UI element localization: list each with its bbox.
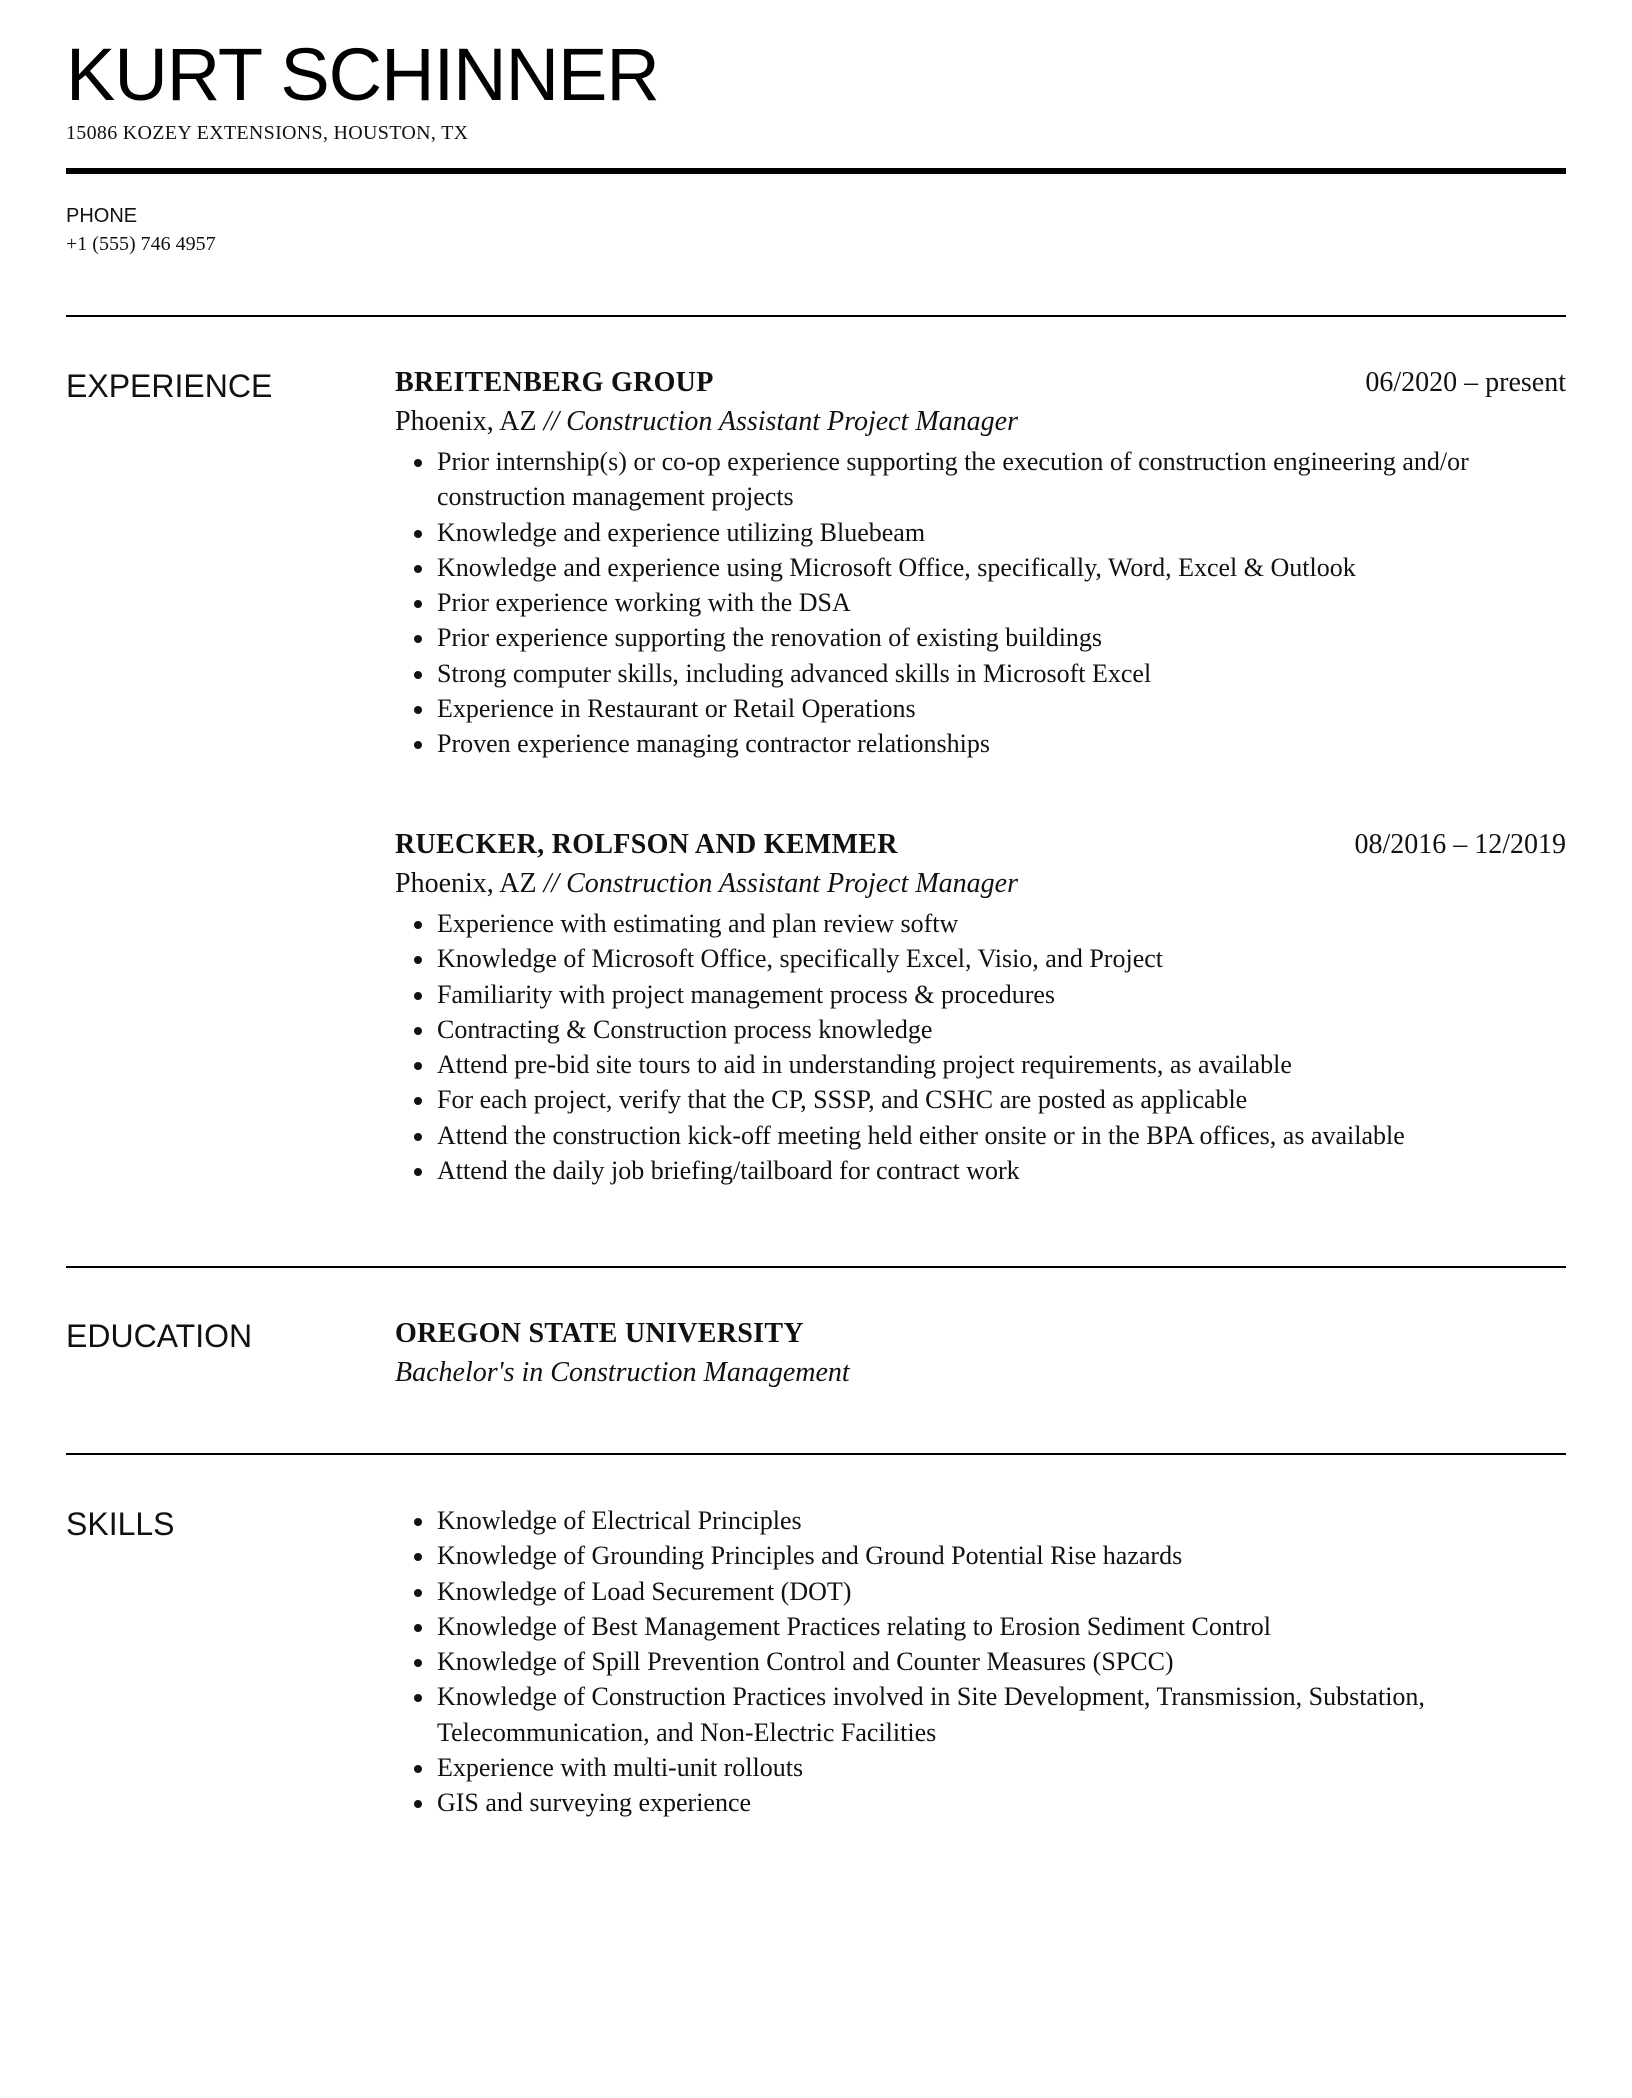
skills-heading: SKILLS	[66, 1506, 175, 1542]
skill-item: Knowledge of Electrical Principles	[395, 1503, 1566, 1538]
skill-item: GIS and surveying experience	[395, 1785, 1566, 1820]
job-bullet: Attend the construction kick-off meeting held either onsite or in the BPA offices, as available	[395, 1118, 1566, 1153]
job-dates: 08/2016 – 12/2019	[1354, 829, 1566, 860]
job-bullet-list	[395, 444, 1566, 762]
job-bullet: Experience in Restaurant or Retail Operations	[395, 691, 1566, 726]
skill-item: Knowledge of Load Securement (DOT)	[395, 1574, 1566, 1609]
skill-item: Knowledge of Spill Prevention Control and Counter Measures (SPCC)	[395, 1644, 1566, 1679]
job-entry	[395, 364, 1566, 762]
candidate-address: 15086 KOZEY EXTENSIONS, HOUSTON, TX	[66, 122, 469, 144]
job-separator: //	[543, 868, 567, 899]
job-company: RUECKER, ROLFSON AND KEMMER	[395, 829, 898, 860]
job-bullet: Strong computer skills, including advanced skills in Microsoft Excel	[395, 656, 1566, 691]
job-bullet: Experience with estimating and plan review softw	[395, 906, 1566, 941]
job-bullet: Prior experience supporting the renovation of existing buildings	[395, 620, 1566, 655]
header-divider	[66, 168, 1566, 174]
job-bullet: Proven experience managing contractor relationships	[395, 726, 1566, 761]
job-bullet: Familiarity with project management process & procedures	[395, 977, 1566, 1012]
job-bullet: For each project, verify that the CP, SSSP, and CSHC are posted as applicable	[395, 1082, 1566, 1117]
job-role: Construction Assistant Project Manager	[566, 406, 1019, 437]
job-role: Construction Assistant Project Manager	[566, 868, 1019, 899]
skill-item: Knowledge of Best Management Practices relating to Erosion Sediment Control	[395, 1609, 1566, 1644]
job-subtitle	[395, 864, 1566, 904]
education-degree: Bachelor's in Construction Management	[395, 1357, 850, 1388]
education-header	[395, 1315, 1566, 1353]
experience-heading: EXPERIENCE	[66, 368, 273, 404]
section-divider	[66, 1453, 1566, 1455]
job-location: Phoenix, AZ	[395, 868, 537, 899]
job-bullet: Knowledge and experience utilizing Bluebeam	[395, 515, 1566, 550]
job-bullet: Prior internship(s) or co-op experience supporting the execution of construction engineering and/or construction management projects	[395, 444, 1566, 515]
job-bullet: Knowledge and experience using Microsoft Office, specifically, Word, Excel & Outlook	[395, 550, 1566, 585]
job-bullet: Attend pre-bid site tours to aid in understanding project requirements, as available	[395, 1047, 1566, 1082]
job-bullet-list	[395, 906, 1566, 1188]
section-divider	[66, 1266, 1566, 1268]
job-bullet: Knowledge of Microsoft Office, specifically Excel, Visio, and Project	[395, 941, 1566, 976]
job-bullet: Attend the daily job briefing/tailboard for contract work	[395, 1153, 1566, 1188]
job-entry	[395, 826, 1566, 1188]
skills-list	[395, 1503, 1566, 1821]
section-divider	[66, 315, 1566, 317]
job-company: BREITENBERG GROUP	[395, 367, 714, 398]
job-separator: //	[543, 406, 567, 437]
job-header	[395, 826, 1566, 864]
skills-entry	[395, 1501, 1566, 1821]
candidate-name: KURT SCHINNER	[66, 33, 659, 116]
job-location: Phoenix, AZ	[395, 406, 537, 437]
job-bullet: Contracting & Construction process knowledge	[395, 1012, 1566, 1047]
phone-label: PHONE	[66, 205, 138, 227]
job-header	[395, 364, 1566, 402]
job-subtitle	[395, 402, 1566, 442]
job-bullet: Prior experience working with the DSA	[395, 585, 1566, 620]
skill-item: Knowledge of Construction Practices involved in Site Development, Transmission, Substation, Telecommunication, and Non-Electric Facilities	[395, 1679, 1566, 1750]
skill-item: Experience with multi-unit rollouts	[395, 1750, 1566, 1785]
education-heading: EDUCATION	[66, 1318, 253, 1354]
job-dates: 06/2020 – present	[1365, 367, 1566, 398]
education-entry	[395, 1315, 1566, 1393]
education-school: OREGON STATE UNIVERSITY	[395, 1318, 804, 1349]
resume-page	[66, 0, 1566, 2098]
skill-item: Knowledge of Grounding Principles and Ground Potential Rise hazards	[395, 1538, 1566, 1573]
phone-number: +1 (555) 746 4957	[66, 233, 216, 255]
